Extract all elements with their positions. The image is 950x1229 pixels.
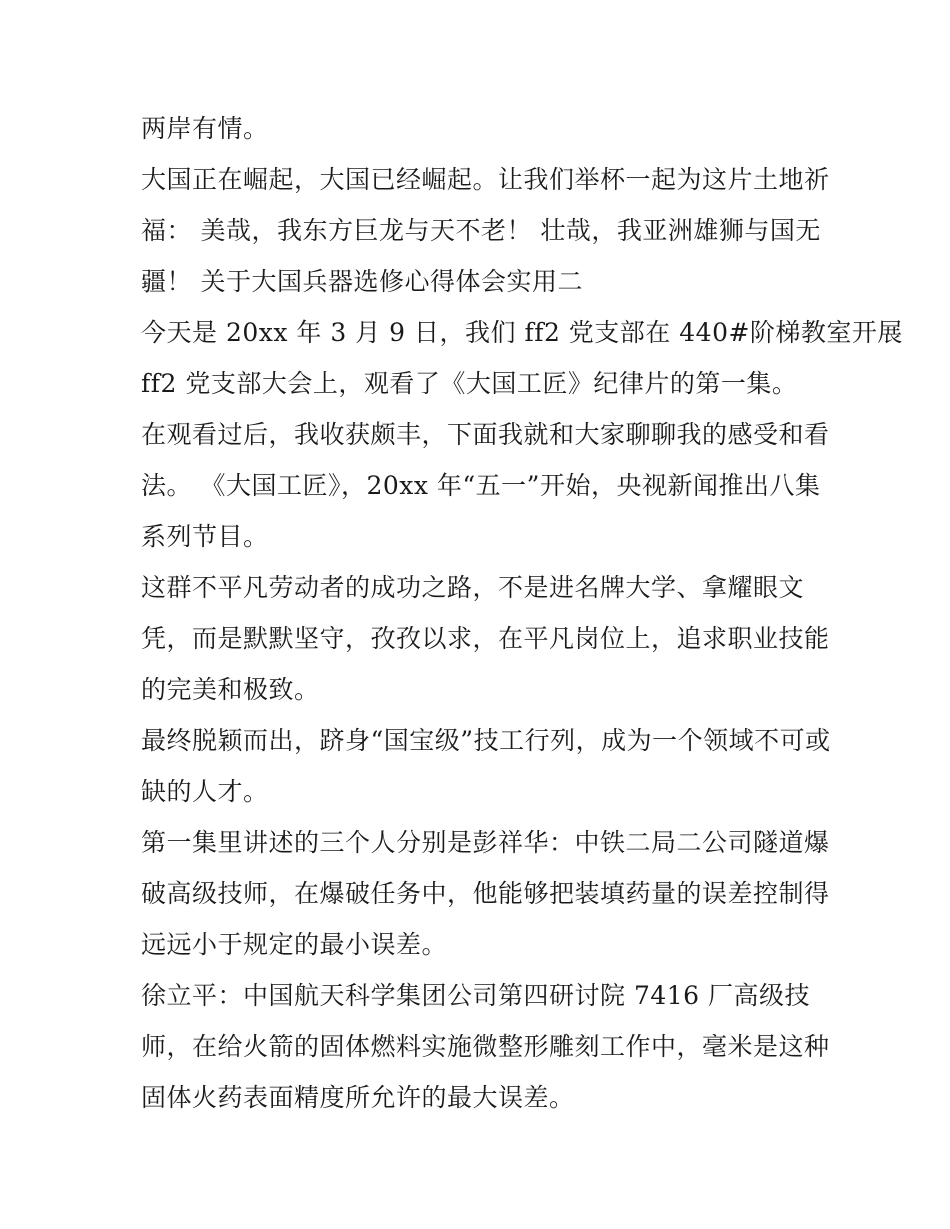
text-line: 两岸有情。 [141, 114, 269, 143]
text-line: 破高级技师，在爆破任务中，他能够把装填药量的误差控制得 [141, 879, 830, 908]
text-line: 的完美和极致。 [141, 675, 320, 704]
text-line: 第一集里讲述的三个人分别是彭祥华：中铁二局二公司隧道爆 [141, 828, 830, 857]
text-line: 远远小于规定的最小误差。 [141, 930, 448, 959]
text-line: 缺的人才。 [141, 777, 269, 806]
text-line: 在观看过后，我收获颇丰，下面我就和大家聊聊我的感受和看 [141, 420, 830, 449]
text-line: 这群不平凡劳动者的成功之路，不是进名牌大学、拿耀眼文 [141, 573, 805, 602]
text-line: 最终脱颖而出，跻身“国宝级”技工行列，成为一个领域不可或 [141, 726, 831, 755]
text-line: 福： 美哉，我东方巨龙与天不老！ 壮哉，我亚洲雄狮与国无 [141, 216, 821, 245]
text-line: 系列节目。 [141, 522, 269, 551]
text-line: 今天是 20xx 年 3 月 9 日，我们 ff2 党支部在 440#阶梯教室开展 [141, 318, 903, 347]
text-line: 疆！ 关于大国兵器选修心得体会实用二 [141, 267, 583, 296]
text-line: 固体火药表面精度所允许的最大误差。 [141, 1083, 575, 1112]
text-line: ff2 党支部大会上，观看了《大国工匠》纪律片的第一集。 [141, 369, 798, 398]
text-line: 凭，而是默默坚守，孜孜以求，在平凡岗位上，追求职业技能 [141, 624, 830, 653]
text-line: 法。 《大国工匠》，20xx 年“五一”开始，央视新闻推出八集 [141, 471, 821, 500]
text-line: 大国正在崛起，大国已经崛起。让我们举杯一起为这片土地祈 [141, 165, 830, 194]
text-line: 师，在给火箭的固体燃料实施微整形雕刻工作中，毫米是这种 [141, 1032, 830, 1061]
text-line: 徐立平：中国航天科学集团公司第四研讨院 7416 厂高级技 [141, 981, 811, 1010]
